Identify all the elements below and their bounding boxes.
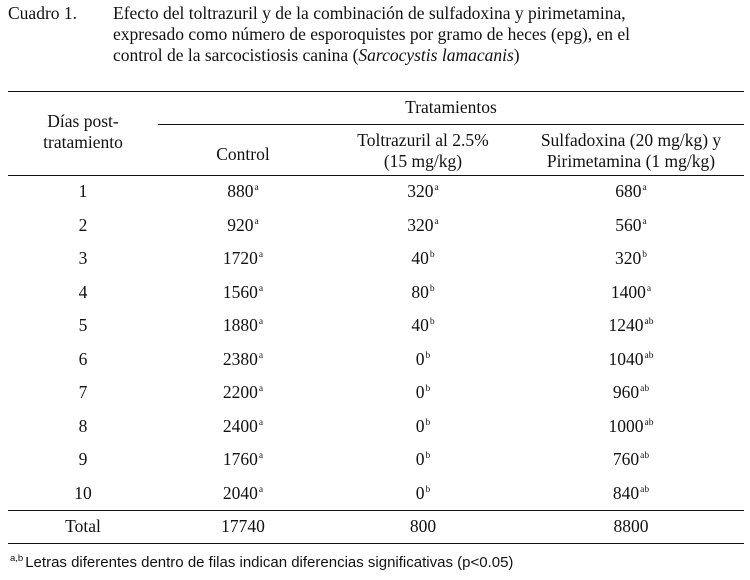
header-treatments: Tratamientos (405, 97, 497, 117)
cell-sulfadoxine (518, 248, 744, 273)
cell-toltrazuril (328, 349, 518, 374)
cell-value: 6 (78, 349, 88, 369)
cell-day (8, 248, 158, 269)
cell-value: 1000 (608, 416, 644, 436)
significance-letter: b (429, 284, 435, 294)
cell-value: 2200 (222, 382, 258, 402)
cell-toltrazuril (328, 315, 518, 340)
cell-day (8, 483, 158, 504)
cell-day (8, 449, 158, 470)
total-label: Total (65, 516, 101, 536)
cell-day (8, 181, 158, 202)
footnote-marker: a,b (10, 553, 24, 564)
cell-control (158, 282, 328, 307)
significance-letter: b (429, 250, 435, 260)
header-sulfadoxine-pyrimethamine (518, 130, 744, 172)
cell-value: 320 (407, 181, 434, 201)
caption-line-3 (113, 45, 744, 66)
cell-sulfadoxine (518, 382, 744, 407)
cell-control (158, 449, 328, 474)
cell-value: 2380 (222, 349, 258, 369)
header-toltrazuril-line-1: Toltrazuril al 2.5% (357, 130, 489, 150)
cell-value: 0 (415, 349, 425, 369)
cell-day (8, 315, 158, 336)
significance-letter: b (642, 250, 647, 260)
cell-value: 0 (415, 483, 425, 503)
cell-value: 840 (612, 483, 640, 503)
cell-value: 0 (415, 416, 425, 436)
cell-control (158, 416, 328, 441)
cell-value: 0 (415, 382, 425, 402)
cell-value: 40 (411, 248, 429, 268)
cell-sulfadoxine (518, 349, 744, 374)
cell-toltrazuril (328, 181, 518, 206)
cell-value: 2400 (222, 416, 258, 436)
significance-letter: a (642, 217, 647, 227)
cell-value: 1760 (222, 449, 258, 469)
total-sulfadoxine: 8800 (613, 516, 649, 536)
significance-letter: a (258, 250, 264, 260)
cell-control (158, 382, 328, 407)
cell-value: 10 (74, 483, 92, 503)
cell-day (8, 382, 158, 403)
significance-letter: a (258, 351, 264, 361)
header-toltrazuril-line-2: (15 mg/kg) (383, 151, 463, 171)
significance-letter: ab (640, 485, 650, 495)
significance-letter: ab (644, 317, 654, 327)
significance-letter: a (258, 317, 264, 327)
significance-letter: a (258, 384, 264, 394)
significance-letter: ab (640, 384, 650, 394)
header-sulfa-line-1: Sulfadoxina (20 mg/kg) y (540, 130, 722, 150)
cell-sulfadoxine (518, 181, 744, 206)
cell-control (158, 181, 328, 206)
significance-letter: a (254, 217, 259, 227)
cell-control (158, 248, 328, 273)
cell-toltrazuril (328, 248, 518, 273)
cell-value: 1040 (608, 349, 644, 369)
cell-value: 680 (615, 181, 642, 201)
significance-letter: a (258, 485, 264, 495)
significance-letter: ab (644, 418, 654, 428)
table-footnote (10, 553, 513, 575)
cell-value: 1 (78, 181, 88, 201)
table-top-rule (8, 91, 744, 92)
cell-value: 1240 (608, 315, 644, 335)
significance-letter: b (425, 485, 431, 495)
cell-toltrazuril (328, 215, 518, 240)
significance-letter: a (258, 451, 264, 461)
cell-sulfadoxine (518, 282, 744, 307)
cell-value: 7 (78, 382, 88, 402)
cell-control (158, 215, 328, 240)
caption-line-2: expresado como número de esporoquistes por gramo de heces (epg), en el (113, 24, 631, 44)
cell-value: 560 (615, 215, 642, 235)
total-top-rule (8, 510, 744, 511)
footnote-text: Letras diferentes dentro de filas indican diferencias significativas (p<0.05) (25, 554, 514, 571)
cell-control (158, 483, 328, 508)
cell-sulfadoxine (518, 315, 744, 340)
cell-value: 2 (78, 215, 88, 235)
total-toltrazuril: 800 (409, 516, 437, 536)
significance-letter: a (258, 418, 264, 428)
cell-value: 5 (78, 315, 88, 335)
cell-control (158, 349, 328, 374)
cell-value: 0 (415, 449, 425, 469)
significance-letter: a (258, 284, 264, 294)
cell-value: 1400 (610, 282, 646, 302)
cell-value: 3 (78, 248, 88, 268)
cell-value: 1880 (222, 315, 258, 335)
cell-toltrazuril (328, 416, 518, 441)
cell-toltrazuril (328, 382, 518, 407)
cell-toltrazuril (328, 449, 518, 474)
header-days-line-2: tratamiento (43, 132, 123, 152)
cell-value: 9 (78, 449, 88, 469)
header-days-line-1: Días post- (47, 111, 119, 131)
cell-value: 80 (411, 282, 429, 302)
table-bottom-rule (8, 543, 744, 544)
cell-value: 960 (612, 382, 640, 402)
significance-letter: b (425, 351, 431, 361)
header-sulfa-line-2: Pirimetamina (1 mg/kg) (546, 151, 716, 171)
significance-letter: a (642, 183, 647, 193)
cell-toltrazuril (328, 483, 518, 508)
caption-species-name: Sarcocystis lamacanis (358, 45, 514, 65)
cell-control (158, 315, 328, 340)
cell-value: 40 (411, 315, 429, 335)
header-days (8, 111, 158, 153)
caption-line-3-suffix: ) (513, 45, 520, 65)
caption-line-3-prefix: control de la sarcocistiosis canina ( (113, 45, 359, 65)
cell-value: 1720 (222, 248, 258, 268)
cell-day (8, 349, 158, 370)
significance-letter: b (425, 384, 431, 394)
cell-day (8, 416, 158, 437)
cell-value: 920 (227, 215, 254, 235)
cell-sulfadoxine (518, 215, 744, 240)
significance-letter: a (646, 284, 652, 294)
cell-value: 1560 (222, 282, 258, 302)
cell-value: 320 (615, 248, 642, 268)
cell-value: 8 (78, 416, 88, 436)
significance-letter: ab (644, 351, 654, 361)
significance-letter: ab (640, 451, 650, 461)
cell-sulfadoxine (518, 416, 744, 441)
caption-label: Cuadro 1. (8, 3, 78, 23)
header-bottom-rule (8, 175, 744, 176)
header-control: Control (216, 144, 270, 164)
caption-text (113, 3, 744, 66)
cell-toltrazuril (328, 282, 518, 307)
cell-value: 880 (227, 181, 254, 201)
caption-line-1: Efecto del toltrazuril y de la combinación de sulfadoxina y pirimetamina, (113, 3, 626, 23)
significance-letter: a (434, 217, 439, 227)
significance-letter: b (425, 418, 431, 428)
significance-letter: b (429, 317, 435, 327)
cell-day (8, 282, 158, 303)
cell-sulfadoxine (518, 449, 744, 474)
cell-value: 320 (407, 215, 434, 235)
significance-letter: b (425, 451, 431, 461)
cell-sulfadoxine (518, 483, 744, 508)
total-control: 17740 (221, 516, 265, 536)
significance-letter: a (434, 183, 439, 193)
table-caption (8, 3, 744, 66)
cell-value: 2040 (222, 483, 258, 503)
significance-letter: a (254, 183, 259, 193)
cell-day (8, 215, 158, 236)
header-toltrazuril (328, 130, 518, 172)
treatment-group-rule (158, 124, 744, 125)
cell-value: 4 (78, 282, 88, 302)
cell-value: 760 (612, 449, 640, 469)
